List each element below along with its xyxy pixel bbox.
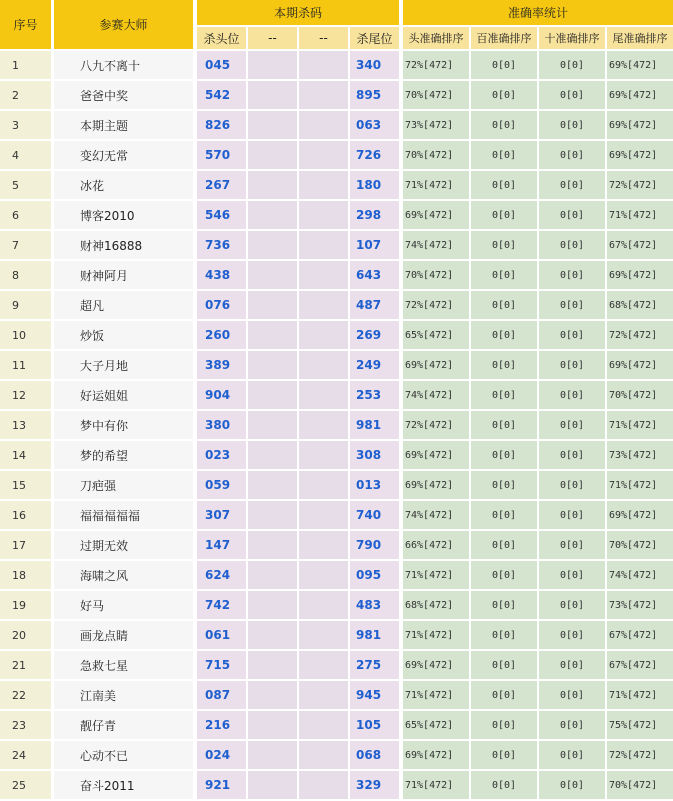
stat-head-accuracy: 70%[472] xyxy=(403,141,469,169)
stat-head-accuracy: 74%[472] xyxy=(403,231,469,259)
row-index: 17 xyxy=(0,531,51,559)
row-index: 23 xyxy=(0,711,51,739)
blank-cell xyxy=(299,321,348,349)
blank-cell xyxy=(248,771,297,799)
master-name: 过期无效 xyxy=(54,531,193,559)
master-name: 靓仔青 xyxy=(54,711,193,739)
stat-head-accuracy: 71%[472] xyxy=(403,771,469,799)
stat-ten-accuracy: 0[0] xyxy=(539,561,605,589)
kill-tail-value: 329 xyxy=(350,771,399,799)
row-index: 14 xyxy=(0,441,51,469)
blank-cell xyxy=(299,741,348,769)
row-index: 2 xyxy=(0,81,51,109)
stat-ten-accuracy: 0[0] xyxy=(539,201,605,229)
stat-tail-accuracy: 69%[472] xyxy=(607,81,673,109)
kill-head-value: 380 xyxy=(197,411,246,439)
master-name: 梦中有你 xyxy=(54,411,193,439)
stat-tail-accuracy: 72%[472] xyxy=(607,321,673,349)
stat-hundred-accuracy: 0[0] xyxy=(471,411,537,439)
stat-tail-accuracy: 69%[472] xyxy=(607,501,673,529)
kill-head-value: 438 xyxy=(197,261,246,289)
stat-ten-accuracy: 0[0] xyxy=(539,651,605,679)
kill-tail-value: 253 xyxy=(350,381,399,409)
stat-head-accuracy: 68%[472] xyxy=(403,591,469,619)
stat-hundred-accuracy: 0[0] xyxy=(471,141,537,169)
blank-cell xyxy=(299,771,348,799)
stat-tail-accuracy: 71%[472] xyxy=(607,411,673,439)
header-stat-hundred: 百准确排序 xyxy=(471,27,537,49)
stat-ten-accuracy: 0[0] xyxy=(539,51,605,79)
kill-head-value: 023 xyxy=(197,441,246,469)
stat-tail-accuracy: 67%[472] xyxy=(607,621,673,649)
kill-head-value: 624 xyxy=(197,561,246,589)
master-name: 炒饭 xyxy=(54,321,193,349)
master-name: 好运姐姐 xyxy=(54,381,193,409)
master-name: 画龙点睛 xyxy=(54,621,193,649)
kill-head-value: 076 xyxy=(197,291,246,319)
stat-hundred-accuracy: 0[0] xyxy=(471,381,537,409)
row-index: 25 xyxy=(0,771,51,799)
blank-cell xyxy=(299,621,348,649)
blank-cell xyxy=(248,651,297,679)
stat-ten-accuracy: 0[0] xyxy=(539,261,605,289)
kill-tail-value: 308 xyxy=(350,441,399,469)
blank-cell xyxy=(299,201,348,229)
stat-hundred-accuracy: 0[0] xyxy=(471,291,537,319)
stat-hundred-accuracy: 0[0] xyxy=(471,111,537,139)
stat-hundred-accuracy: 0[0] xyxy=(471,531,537,559)
stat-head-accuracy: 69%[472] xyxy=(403,741,469,769)
master-name: 梦的希望 xyxy=(54,441,193,469)
stat-head-accuracy: 74%[472] xyxy=(403,501,469,529)
stat-head-accuracy: 65%[472] xyxy=(403,711,469,739)
blank-cell xyxy=(248,171,297,199)
blank-cell xyxy=(248,201,297,229)
kill-head-value: 542 xyxy=(197,81,246,109)
master-name: 海啸之风 xyxy=(54,561,193,589)
stat-ten-accuracy: 0[0] xyxy=(539,621,605,649)
stat-head-accuracy: 69%[472] xyxy=(403,471,469,499)
stat-tail-accuracy: 74%[472] xyxy=(607,561,673,589)
stat-ten-accuracy: 0[0] xyxy=(539,501,605,529)
stat-head-accuracy: 70%[472] xyxy=(403,261,469,289)
blank-cell xyxy=(248,531,297,559)
stat-hundred-accuracy: 0[0] xyxy=(471,261,537,289)
master-name: 财神阿月 xyxy=(54,261,193,289)
blank-cell xyxy=(248,141,297,169)
blank-cell xyxy=(299,381,348,409)
row-index: 8 xyxy=(0,261,51,289)
stat-hundred-accuracy: 0[0] xyxy=(471,711,537,739)
master-name: 大子月地 xyxy=(54,351,193,379)
row-index: 10 xyxy=(0,321,51,349)
row-index: 22 xyxy=(0,681,51,709)
row-index: 5 xyxy=(0,171,51,199)
blank-cell xyxy=(299,591,348,619)
blank-cell xyxy=(299,81,348,109)
kill-head-value: 715 xyxy=(197,651,246,679)
header-idx: 序号 xyxy=(0,0,51,49)
stat-head-accuracy: 70%[472] xyxy=(403,81,469,109)
stat-head-accuracy: 74%[472] xyxy=(403,381,469,409)
stat-ten-accuracy: 0[0] xyxy=(539,711,605,739)
blank-cell xyxy=(299,231,348,259)
kill-head-value: 059 xyxy=(197,471,246,499)
kill-head-value: 216 xyxy=(197,711,246,739)
kill-head-value: 826 xyxy=(197,111,246,139)
stat-hundred-accuracy: 0[0] xyxy=(471,201,537,229)
master-name: 刀疤强 xyxy=(54,471,193,499)
blank-cell xyxy=(248,381,297,409)
blank-cell xyxy=(248,591,297,619)
blank-cell xyxy=(248,321,297,349)
row-index: 4 xyxy=(0,141,51,169)
blank-cell xyxy=(299,471,348,499)
kill-head-value: 147 xyxy=(197,531,246,559)
master-name: 江南美 xyxy=(54,681,193,709)
stat-ten-accuracy: 0[0] xyxy=(539,81,605,109)
header-stat-head: 头准确排序 xyxy=(403,27,469,49)
kill-tail-value: 105 xyxy=(350,711,399,739)
stat-tail-accuracy: 72%[472] xyxy=(607,171,673,199)
row-index: 1 xyxy=(0,51,51,79)
stat-tail-accuracy: 73%[472] xyxy=(607,441,673,469)
kill-tail-value: 981 xyxy=(350,621,399,649)
blank-cell xyxy=(299,291,348,319)
kill-tail-value: 107 xyxy=(350,231,399,259)
stat-tail-accuracy: 69%[472] xyxy=(607,51,673,79)
kill-tail-value: 249 xyxy=(350,351,399,379)
stat-hundred-accuracy: 0[0] xyxy=(471,681,537,709)
stat-ten-accuracy: 0[0] xyxy=(539,231,605,259)
stat-hundred-accuracy: 0[0] xyxy=(471,591,537,619)
blank-cell xyxy=(248,231,297,259)
stat-tail-accuracy: 71%[472] xyxy=(607,201,673,229)
stat-head-accuracy: 66%[472] xyxy=(403,531,469,559)
stat-tail-accuracy: 72%[472] xyxy=(607,741,673,769)
stat-tail-accuracy: 69%[472] xyxy=(607,141,673,169)
kill-head-value: 546 xyxy=(197,201,246,229)
blank-cell xyxy=(299,51,348,79)
stat-head-accuracy: 71%[472] xyxy=(403,171,469,199)
stat-tail-accuracy: 67%[472] xyxy=(607,651,673,679)
stat-head-accuracy: 69%[472] xyxy=(403,441,469,469)
blank-cell xyxy=(299,141,348,169)
header-blank-2: -- xyxy=(299,27,348,49)
master-name: 好马 xyxy=(54,591,193,619)
kill-tail-value: 483 xyxy=(350,591,399,619)
kill-tail-value: 340 xyxy=(350,51,399,79)
blank-cell xyxy=(248,471,297,499)
kill-head-value: 307 xyxy=(197,501,246,529)
row-index: 3 xyxy=(0,111,51,139)
blank-cell xyxy=(248,51,297,79)
stat-tail-accuracy: 69%[472] xyxy=(607,351,673,379)
header-kill-head: 杀头位 xyxy=(197,27,246,49)
blank-cell xyxy=(299,441,348,469)
kill-tail-value: 275 xyxy=(350,651,399,679)
blank-cell xyxy=(248,681,297,709)
stat-tail-accuracy: 68%[472] xyxy=(607,291,673,319)
blank-cell xyxy=(299,411,348,439)
kill-tail-value: 063 xyxy=(350,111,399,139)
blank-cell xyxy=(299,261,348,289)
stat-tail-accuracy: 73%[472] xyxy=(607,591,673,619)
stat-tail-accuracy: 67%[472] xyxy=(607,231,673,259)
row-index: 9 xyxy=(0,291,51,319)
kill-tail-value: 180 xyxy=(350,171,399,199)
blank-cell xyxy=(248,711,297,739)
stat-hundred-accuracy: 0[0] xyxy=(471,231,537,259)
stat-head-accuracy: 71%[472] xyxy=(403,561,469,589)
stat-tail-accuracy: 70%[472] xyxy=(607,531,673,559)
stat-head-accuracy: 69%[472] xyxy=(403,651,469,679)
master-name: 冰花 xyxy=(54,171,193,199)
row-index: 6 xyxy=(0,201,51,229)
stat-ten-accuracy: 0[0] xyxy=(539,681,605,709)
stat-head-accuracy: 71%[472] xyxy=(403,621,469,649)
kill-tail-value: 740 xyxy=(350,501,399,529)
stat-tail-accuracy: 70%[472] xyxy=(607,771,673,799)
stat-head-accuracy: 73%[472] xyxy=(403,111,469,139)
blank-cell xyxy=(299,711,348,739)
kill-tail-value: 013 xyxy=(350,471,399,499)
stat-hundred-accuracy: 0[0] xyxy=(471,471,537,499)
stat-head-accuracy: 72%[472] xyxy=(403,291,469,319)
blank-cell xyxy=(248,501,297,529)
blank-cell xyxy=(299,681,348,709)
master-name: 本期主题 xyxy=(54,111,193,139)
stat-hundred-accuracy: 0[0] xyxy=(471,771,537,799)
row-index: 20 xyxy=(0,621,51,649)
stat-hundred-accuracy: 0[0] xyxy=(471,441,537,469)
stat-hundred-accuracy: 0[0] xyxy=(471,651,537,679)
kill-tail-value: 487 xyxy=(350,291,399,319)
stat-ten-accuracy: 0[0] xyxy=(539,531,605,559)
master-name: 福福福福福 xyxy=(54,501,193,529)
stat-tail-accuracy: 71%[472] xyxy=(607,681,673,709)
row-index: 7 xyxy=(0,231,51,259)
stat-head-accuracy: 71%[472] xyxy=(403,681,469,709)
master-name: 急救七星 xyxy=(54,651,193,679)
blank-cell xyxy=(248,351,297,379)
stat-ten-accuracy: 0[0] xyxy=(539,291,605,319)
master-name: 奋斗2011 xyxy=(54,771,193,799)
stat-ten-accuracy: 0[0] xyxy=(539,591,605,619)
kill-tail-value: 643 xyxy=(350,261,399,289)
header-kill-tail: 杀尾位 xyxy=(350,27,399,49)
stat-ten-accuracy: 0[0] xyxy=(539,111,605,139)
stat-ten-accuracy: 0[0] xyxy=(539,771,605,799)
kill-tail-value: 790 xyxy=(350,531,399,559)
kill-head-value: 742 xyxy=(197,591,246,619)
kill-tail-value: 945 xyxy=(350,681,399,709)
master-name: 超凡 xyxy=(54,291,193,319)
blank-cell xyxy=(248,411,297,439)
stat-tail-accuracy: 71%[472] xyxy=(607,471,673,499)
kill-tail-value: 895 xyxy=(350,81,399,109)
header-stat-tail: 尾准确排序 xyxy=(607,27,673,49)
header-stats-group: 准确率统计 xyxy=(403,0,673,25)
row-index: 16 xyxy=(0,501,51,529)
blank-cell xyxy=(248,81,297,109)
kill-tail-value: 726 xyxy=(350,141,399,169)
blank-cell xyxy=(299,531,348,559)
header-blank-1: -- xyxy=(248,27,297,49)
master-name: 心动不已 xyxy=(54,741,193,769)
blank-cell xyxy=(248,561,297,589)
blank-cell xyxy=(299,651,348,679)
stat-tail-accuracy: 70%[472] xyxy=(607,381,673,409)
blank-cell xyxy=(299,111,348,139)
stat-ten-accuracy: 0[0] xyxy=(539,441,605,469)
stat-hundred-accuracy: 0[0] xyxy=(471,501,537,529)
stat-hundred-accuracy: 0[0] xyxy=(471,741,537,769)
kill-tail-value: 298 xyxy=(350,201,399,229)
kill-tail-value: 095 xyxy=(350,561,399,589)
header-stat-ten: 十准确排序 xyxy=(539,27,605,49)
stat-hundred-accuracy: 0[0] xyxy=(471,621,537,649)
stat-ten-accuracy: 0[0] xyxy=(539,471,605,499)
stat-tail-accuracy: 69%[472] xyxy=(607,111,673,139)
stat-ten-accuracy: 0[0] xyxy=(539,351,605,379)
row-index: 11 xyxy=(0,351,51,379)
kill-tail-value: 981 xyxy=(350,411,399,439)
stat-tail-accuracy: 75%[472] xyxy=(607,711,673,739)
blank-cell xyxy=(248,291,297,319)
header-master: 参赛大师 xyxy=(54,0,193,49)
blank-cell xyxy=(299,351,348,379)
kill-head-value: 921 xyxy=(197,771,246,799)
stat-ten-accuracy: 0[0] xyxy=(539,741,605,769)
stat-head-accuracy: 69%[472] xyxy=(403,351,469,379)
kill-head-value: 260 xyxy=(197,321,246,349)
kill-head-value: 570 xyxy=(197,141,246,169)
header-kill-group: 本期杀码 xyxy=(197,0,399,25)
stat-head-accuracy: 69%[472] xyxy=(403,201,469,229)
stat-hundred-accuracy: 0[0] xyxy=(471,171,537,199)
stat-hundred-accuracy: 0[0] xyxy=(471,561,537,589)
kill-head-value: 045 xyxy=(197,51,246,79)
row-index: 12 xyxy=(0,381,51,409)
kill-tail-value: 269 xyxy=(350,321,399,349)
master-name: 变幻无常 xyxy=(54,141,193,169)
blank-cell xyxy=(248,621,297,649)
stat-ten-accuracy: 0[0] xyxy=(539,141,605,169)
stat-ten-accuracy: 0[0] xyxy=(539,411,605,439)
stat-head-accuracy: 65%[472] xyxy=(403,321,469,349)
stat-head-accuracy: 72%[472] xyxy=(403,411,469,439)
master-name: 八九不离十 xyxy=(54,51,193,79)
master-name: 爸爸中奖 xyxy=(54,81,193,109)
kill-head-value: 024 xyxy=(197,741,246,769)
row-index: 13 xyxy=(0,411,51,439)
stat-ten-accuracy: 0[0] xyxy=(539,381,605,409)
stat-ten-accuracy: 0[0] xyxy=(539,321,605,349)
blank-cell xyxy=(299,501,348,529)
stat-hundred-accuracy: 0[0] xyxy=(471,81,537,109)
row-index: 18 xyxy=(0,561,51,589)
master-name: 财神16888 xyxy=(54,231,193,259)
row-index: 19 xyxy=(0,591,51,619)
kill-head-value: 061 xyxy=(197,621,246,649)
stat-hundred-accuracy: 0[0] xyxy=(471,51,537,79)
blank-cell xyxy=(299,561,348,589)
stat-hundred-accuracy: 0[0] xyxy=(471,321,537,349)
kill-head-value: 904 xyxy=(197,381,246,409)
row-index: 15 xyxy=(0,471,51,499)
blank-cell xyxy=(248,441,297,469)
kill-head-value: 087 xyxy=(197,681,246,709)
stat-hundred-accuracy: 0[0] xyxy=(471,351,537,379)
stat-tail-accuracy: 69%[472] xyxy=(607,261,673,289)
stat-ten-accuracy: 0[0] xyxy=(539,171,605,199)
blank-cell xyxy=(248,111,297,139)
row-index: 21 xyxy=(0,651,51,679)
row-index: 24 xyxy=(0,741,51,769)
kill-head-value: 389 xyxy=(197,351,246,379)
kill-tail-value: 068 xyxy=(350,741,399,769)
master-name: 博客2010 xyxy=(54,201,193,229)
stat-head-accuracy: 72%[472] xyxy=(403,51,469,79)
kill-head-value: 736 xyxy=(197,231,246,259)
blank-cell xyxy=(299,171,348,199)
blank-cell xyxy=(248,261,297,289)
blank-cell xyxy=(248,741,297,769)
kill-head-value: 267 xyxy=(197,171,246,199)
